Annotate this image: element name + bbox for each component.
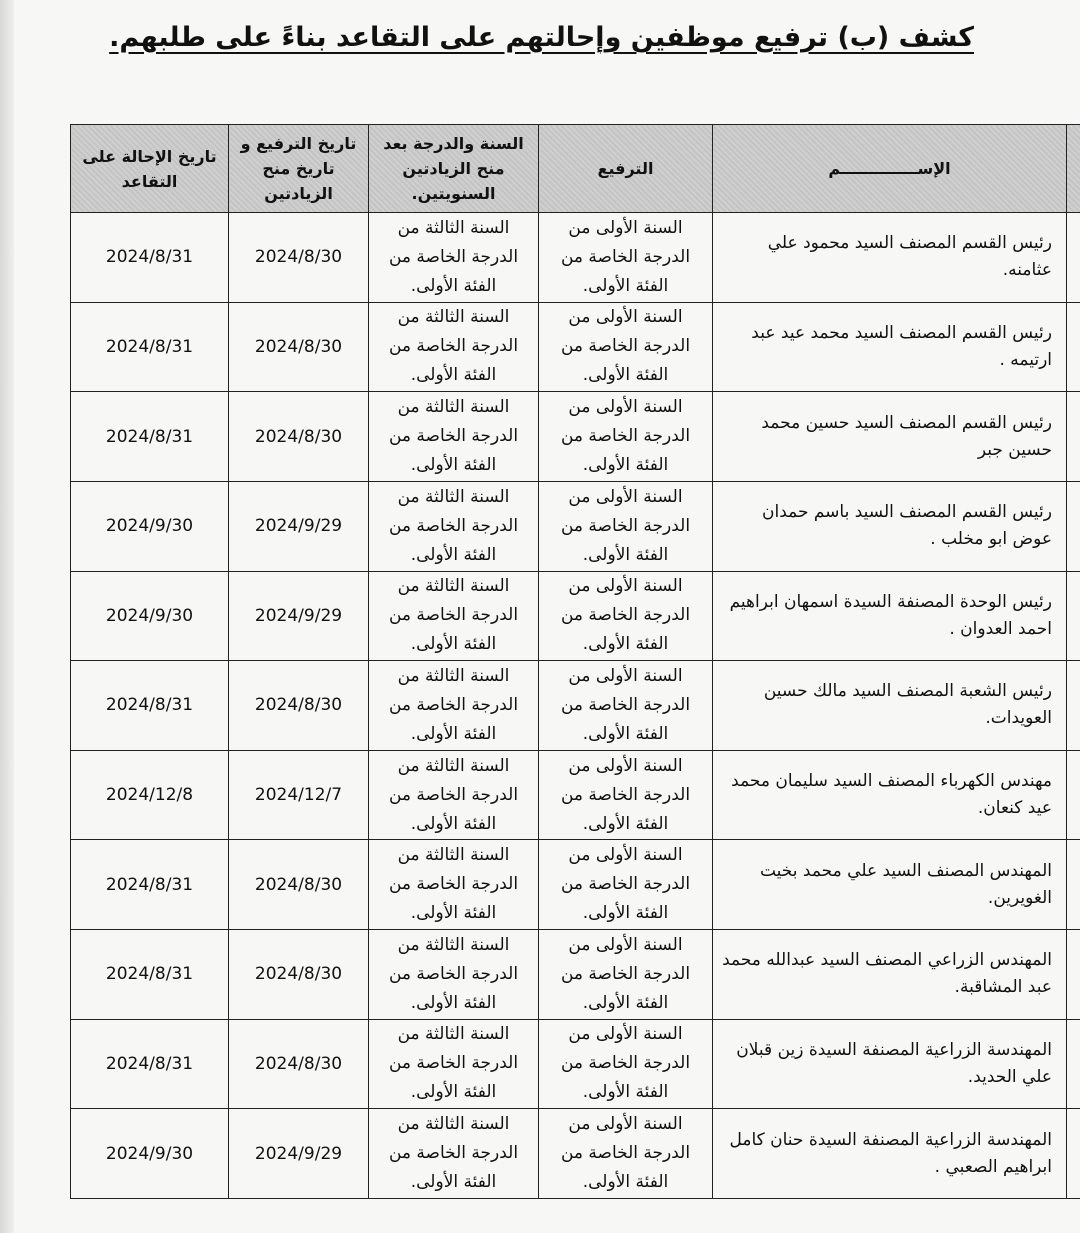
grade-after-cell: السنة الثالثة من الدرجة الخاصة من الفئة الأولى. bbox=[369, 481, 539, 571]
employee-name-cell bbox=[713, 571, 1067, 661]
employee-name: المهندسة الزراعية المصنفة السيدة حنان كامل ابراهيم الصعبي . bbox=[729, 1129, 1052, 1177]
promotion-cell: السنة الأولى من الدرجة الخاصة من الفئة الأولى. bbox=[539, 930, 713, 1020]
grade-after-cell: السنة الثالثة من الدرجة الخاصة من الفئة الأولى. bbox=[369, 661, 539, 751]
promotion-date: 2024/9/29 bbox=[254, 516, 343, 537]
employee-name: رئيس القسم المصنف السيد محمد عيد عبد ارتيمه . bbox=[751, 322, 1052, 370]
retirement-date: 2024/8/31 bbox=[105, 336, 194, 357]
header-grade-after: السنة والدرجة بعد منح الزيادتين السنويتين. bbox=[369, 125, 539, 213]
promotion-date: 2024/8/30 bbox=[254, 1053, 343, 1074]
employee-name: المهندس الزراعي المصنف السيد عبدالله محمد عبد المشاقبة. bbox=[722, 950, 1052, 998]
promotion-date: 2024/8/30 bbox=[254, 964, 343, 985]
promotion-cell: السنة الأولى من الدرجة الخاصة من الفئة الأولى. bbox=[539, 1019, 713, 1109]
promotion-cell: السنة الأولى من الدرجة الخاصة من الفئة الأولى. bbox=[539, 392, 713, 482]
table-row bbox=[71, 213, 1080, 303]
retirement-date-cell bbox=[71, 302, 229, 392]
row-extra-cell bbox=[1067, 750, 1080, 840]
table-header-row bbox=[71, 125, 1080, 213]
row-extra-cell bbox=[1067, 1109, 1080, 1199]
employee-name-cell bbox=[713, 930, 1067, 1020]
row-extra-cell bbox=[1067, 1019, 1080, 1109]
promotion-date-cell bbox=[229, 302, 369, 392]
promotion-date-cell bbox=[229, 392, 369, 482]
grade-after-cell: السنة الثالثة من الدرجة الخاصة من الفئة الأولى. bbox=[369, 392, 539, 482]
retirement-date: 2024/9/30 bbox=[105, 516, 194, 537]
promotion-cell: السنة الأولى من الدرجة الخاصة من الفئة الأولى. bbox=[539, 840, 713, 930]
employee-name-cell bbox=[713, 392, 1067, 482]
table-row bbox=[71, 1109, 1080, 1199]
employee-name: رئيس الوحدة المصنفة السيدة اسمهان ابراهيم احمد العدوان . bbox=[729, 591, 1052, 639]
row-extra-cell bbox=[1067, 661, 1080, 751]
promotion-cell: السنة الأولى من الدرجة الخاصة من الفئة الأولى. bbox=[539, 481, 713, 571]
header-retirement-date: تاريخ الإحالة على التقاعد bbox=[71, 125, 229, 213]
grade-after-cell: السنة الثالثة من الدرجة الخاصة من الفئة الأولى. bbox=[369, 750, 539, 840]
retirement-date-cell bbox=[71, 750, 229, 840]
promotion-date-cell bbox=[229, 930, 369, 1020]
employee-name: رئيس القسم المصنف السيد محمود علي عثامنه. bbox=[767, 233, 1052, 281]
promotion-cell: السنة الأولى من الدرجة الخاصة من الفئة الأولى. bbox=[539, 661, 713, 751]
grade-after-cell: السنة الثالثة من الدرجة الخاصة من الفئة الأولى. bbox=[369, 213, 539, 303]
grade-after-cell: السنة الثالثة من الدرجة الخاصة من الفئة الأولى. bbox=[369, 302, 539, 392]
employee-name-cell bbox=[713, 750, 1067, 840]
retirement-date: 2024/8/31 bbox=[105, 874, 194, 895]
promotion-date: 2024/8/30 bbox=[254, 336, 343, 357]
retirement-date-cell bbox=[71, 571, 229, 661]
header-promotion: الترفيع bbox=[539, 125, 713, 213]
employee-name: رئيس القسم المصنف السيد باسم حمدان عوض ابو مخلب . bbox=[761, 502, 1052, 550]
header-extra-cell bbox=[1067, 125, 1080, 213]
table-row bbox=[71, 392, 1080, 482]
promotion-date-cell bbox=[229, 571, 369, 661]
retirement-date: 2024/12/8 bbox=[105, 785, 194, 806]
header-promotion-date: تاريخ الترفيع و تاريخ منح الزيادتين bbox=[229, 125, 369, 213]
grade-after-cell: السنة الثالثة من الدرجة الخاصة من الفئة الأولى. bbox=[369, 930, 539, 1020]
employee-name-cell bbox=[713, 1019, 1067, 1109]
promotion-date: 2024/8/30 bbox=[254, 695, 343, 716]
row-extra-cell bbox=[1067, 840, 1080, 930]
promotion-cell: السنة الأولى من الدرجة الخاصة من الفئة الأولى. bbox=[539, 213, 713, 303]
promotion-date: 2024/12/7 bbox=[254, 785, 343, 806]
employee-name: المهندسة الزراعية المصنفة السيدة زين قبلان علي الحديد. bbox=[736, 1039, 1052, 1087]
retirement-date: 2024/8/31 bbox=[105, 695, 194, 716]
employee-name-cell bbox=[713, 1109, 1067, 1199]
table-row bbox=[71, 571, 1080, 661]
promotion-date: 2024/8/30 bbox=[254, 247, 343, 268]
retirement-date-cell bbox=[71, 661, 229, 751]
employee-name-cell bbox=[713, 840, 1067, 930]
promotion-cell: السنة الأولى من الدرجة الخاصة من الفئة الأولى. bbox=[539, 571, 713, 661]
employee-name: رئيس القسم المصنف السيد حسين محمد حسين جبر bbox=[761, 412, 1052, 460]
row-extra-cell bbox=[1067, 481, 1080, 571]
employee-name: مهندس الكهرباء المصنف السيد سليمان محمد عيد كنعان. bbox=[731, 771, 1052, 819]
employee-name-cell bbox=[713, 481, 1067, 571]
promotion-date: 2024/9/29 bbox=[254, 1143, 343, 1164]
retirement-date: 2024/9/30 bbox=[105, 605, 194, 626]
promotion-date: 2024/8/30 bbox=[254, 426, 343, 447]
table-row bbox=[71, 840, 1080, 930]
table-row bbox=[71, 481, 1080, 571]
grade-after-cell: السنة الثالثة من الدرجة الخاصة من الفئة الأولى. bbox=[369, 1109, 539, 1199]
row-extra-cell bbox=[1067, 930, 1080, 1020]
retirement-date-cell bbox=[71, 481, 229, 571]
promotion-cell: السنة الأولى من الدرجة الخاصة من الفئة الأولى. bbox=[539, 750, 713, 840]
grade-after-cell: السنة الثالثة من الدرجة الخاصة من الفئة الأولى. bbox=[369, 571, 539, 661]
promotion-date-cell bbox=[229, 661, 369, 751]
retirement-date-cell bbox=[71, 930, 229, 1020]
table-row bbox=[71, 1019, 1080, 1109]
promotion-date-cell bbox=[229, 840, 369, 930]
retirement-date: 2024/8/31 bbox=[105, 426, 194, 447]
page-title: كشف (ب) ترفيع موظفين وإحالتهم على التقاعد بناءً على طلبهم. bbox=[109, 22, 974, 53]
retirement-date-cell bbox=[71, 392, 229, 482]
promotion-date-cell bbox=[229, 481, 369, 571]
employee-name-cell bbox=[713, 661, 1067, 751]
page-edge-shadow bbox=[0, 0, 14, 1233]
employees-table bbox=[70, 124, 1080, 1199]
retirement-date: 2024/8/31 bbox=[105, 1053, 194, 1074]
promotion-date: 2024/8/30 bbox=[254, 874, 343, 895]
promotion-cell: السنة الأولى من الدرجة الخاصة من الفئة الأولى. bbox=[539, 302, 713, 392]
promotion-date-cell bbox=[229, 750, 369, 840]
row-extra-cell bbox=[1067, 571, 1080, 661]
table-row bbox=[71, 661, 1080, 751]
retirement-date-cell bbox=[71, 213, 229, 303]
promotion-date-cell bbox=[229, 213, 369, 303]
table-row bbox=[71, 930, 1080, 1020]
row-extra-cell bbox=[1067, 213, 1080, 303]
promotion-date-cell bbox=[229, 1109, 369, 1199]
table-body bbox=[71, 213, 1080, 1199]
employee-name-cell bbox=[713, 302, 1067, 392]
promotion-date-cell bbox=[229, 1019, 369, 1109]
row-extra-cell bbox=[1067, 392, 1080, 482]
table-row bbox=[71, 302, 1080, 392]
grade-after-cell: السنة الثالثة من الدرجة الخاصة من الفئة الأولى. bbox=[369, 840, 539, 930]
employee-name: رئيس الشعبة المصنف السيد مالك حسين العويدات. bbox=[763, 681, 1052, 729]
row-extra-cell bbox=[1067, 302, 1080, 392]
retirement-date-cell bbox=[71, 1109, 229, 1199]
retirement-date-cell bbox=[71, 1019, 229, 1109]
retirement-date: 2024/8/31 bbox=[105, 247, 194, 268]
header-name: الإســــــــــــــم bbox=[713, 125, 1067, 213]
retirement-date: 2024/9/30 bbox=[105, 1143, 194, 1164]
retirement-date-cell bbox=[71, 840, 229, 930]
promotion-date: 2024/9/29 bbox=[254, 605, 343, 626]
employee-name: المهندس المصنف السيد علي محمد بخيت الغويرين. bbox=[759, 860, 1052, 908]
table-row bbox=[71, 750, 1080, 840]
promotion-cell: السنة الأولى من الدرجة الخاصة من الفئة الأولى. bbox=[539, 1109, 713, 1199]
employee-name-cell bbox=[713, 213, 1067, 303]
retirement-date: 2024/8/31 bbox=[105, 964, 194, 985]
grade-after-cell: السنة الثالثة من الدرجة الخاصة من الفئة الأولى. bbox=[369, 1019, 539, 1109]
